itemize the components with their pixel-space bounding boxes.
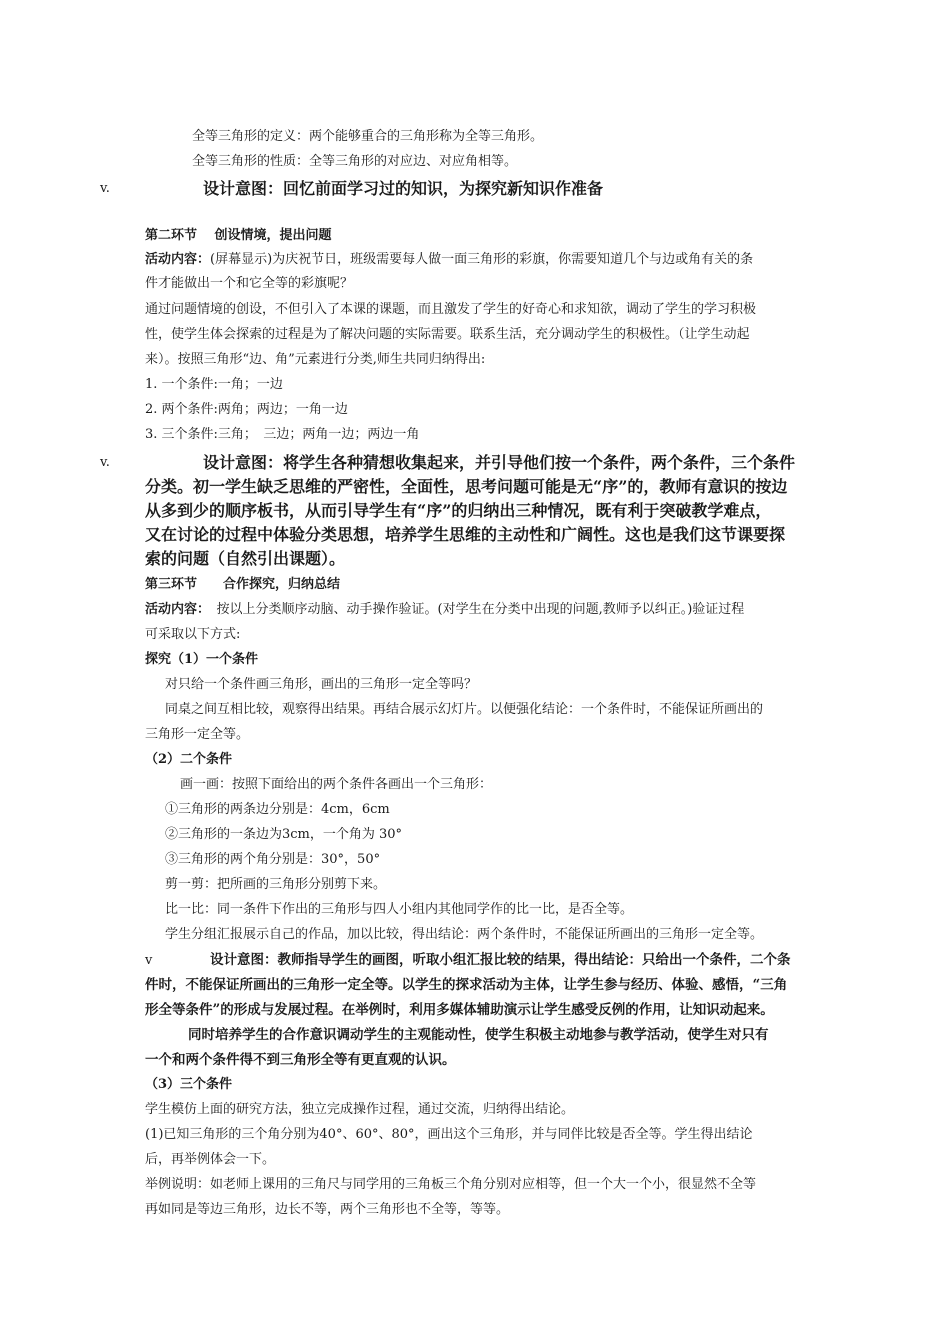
explore-3-text: (1)已知三角形的三个角分别为40°、60°、80°，画出这个三角形，并与同伴比较是否全等。学生得出结论 <box>145 1127 753 1142</box>
explore-3-intro: 学生模仿上面的研究方法，独立完成操作过程，通过交流，归纳得出结论。 <box>145 1102 575 1117</box>
design-intent-3-line: 设计意图：教师指导学生的画图，听取小组汇报比较的结果，得出结论：只给出一个条件，二个条 <box>210 952 791 968</box>
design-intent-3-line: 同时培养学生的合作意识调动学生的主观能动性，使学生积极主动地参与教学活动，使学生对只有 <box>188 1027 769 1043</box>
explore-2-report: 学生分组汇报展示自己的作品，加以比较，得出结论：两个条件时，不能保证所画出的三角形一定全等。 <box>165 927 764 942</box>
design-intent-2-line: 索的问题（自然引出课题）。 <box>145 549 346 568</box>
activity-text: 按以上分类顺序动脑、动手操作验证。(对学生在分类中出现的问题,教师予以纠正。)验证过程 <box>203 602 745 617</box>
design-intent-3-line: 一个和两个条件得不到三角形全等有更直观的认识。 <box>145 1052 456 1068</box>
explore-1-title: 探究（1）一个条件 <box>145 652 259 667</box>
activity-text: (屏幕显示)为庆祝节日，班级需要每人做一面三角形的彩旗，你需要知道几个与边或角有关的条 <box>210 252 754 267</box>
property-line: 全等三角形的性质：全等三角形的对应边、对应角相等。 <box>192 154 518 169</box>
explore-1-question: 对只给一个条件画三角形，画出的三角形一定全等吗？ <box>165 677 478 692</box>
explore-2-cut: 剪一剪：把所画的三角形分别剪下来。 <box>165 877 387 892</box>
design-intent-3-line: 件时，不能保证所画出的三角形一定全等。以学生的探求活动为主体，让学生参与经历、体验、感悟，“三角 <box>145 977 788 993</box>
explore-3-title: （3）三个条件 <box>145 1077 233 1092</box>
activity-content-line-2: 件才能做出一个和它全等的彩旗呢？ <box>145 276 354 291</box>
explore-1-text: 同桌之间互相比较，观察得出结果。再结合展示幻灯片。以便强化结论：一个条件时，不能保证所画出的 <box>165 702 764 717</box>
activity-content-line-2: 可采取以下方式: <box>145 627 241 642</box>
explore-2-item: ①三角形的两条边分别是：4cm，6cm <box>165 802 390 817</box>
design-intent-2-line: 设计意图：将学生各种猜想收集起来，并引导他们按一个条件，两个条件，三个条件 <box>203 453 796 472</box>
list-item: 3. 三个条件:三角； 三边；两角一边；两边一角 <box>145 427 420 442</box>
paragraph-line: 性，使学生体会探索的过程是为了解决问题的实际需要。联系生活，充分调动学生的积极性。（让学生动起 <box>145 327 750 342</box>
explore-2-item: ②三角形的一条边为3cm，一个角为 30° <box>165 827 403 842</box>
explore-2-compare: 比一比：同一条件下作出的三角形与四人小组内其他同学作的比一比，是否全等。 <box>165 902 634 917</box>
bullet-marker: v. <box>100 181 110 196</box>
design-intent-2-line: 从多到少的顺序板书，从而引导学生有“序”的归纳出三种情况，既有利于突破教学难点， <box>145 501 772 520</box>
design-intent-1: 设计意图：回忆前面学习过的知识，为探究新知识作准备 <box>203 179 604 198</box>
paragraph-line: 来）。按照三角形“边、角”元素进行分类,师生共同归纳得出: <box>145 352 486 367</box>
explore-3-text: 后，再举例体会一下。 <box>145 1152 276 1167</box>
definition-line: 全等三角形的定义：两个能够重合的三角形称为全等三角形。 <box>192 129 544 144</box>
activity-label: 活动内容： <box>145 602 204 617</box>
explore-2-title: （2）二个条件 <box>145 752 233 767</box>
activity-label: 活动内容： <box>145 252 211 267</box>
design-intent-2-line: 分类。初一学生缺乏思维的严密性，全面性，思考问题可能是无“序”的，教师有意识的按边 <box>145 477 788 496</box>
design-intent-3-line: 形全等条件”的形成与发展过程。在举例时，利用多媒体辅助演示让学生感受反例的作用，让知识动起来。 <box>145 1002 774 1018</box>
design-intent-2-line: 又在讨论的过程中体验分类思想，培养学生思维的主动性和广阔性。这也是我们这节课要探 <box>145 525 786 544</box>
activity-content-line-1 <box>145 250 753 270</box>
explore-1-text: 三角形一定全等。 <box>145 727 250 742</box>
list-item: 1. 一个条件:一角；一边 <box>145 377 283 392</box>
example-text: 再如同是等边三角形，边长不等，两个三角形也不全等，等等。 <box>145 1202 510 1217</box>
explore-2-item: ③三角形的两个角分别是：30°，50° <box>165 852 381 867</box>
example-text: 举例说明：如老师上课用的三角尺与同学用的三角板三个角分别对应相等，但一个大一个小，很显然不全等 <box>145 1177 757 1192</box>
section-3-heading: 第三环节 合作探究，归纳总结 <box>145 577 341 592</box>
list-item: 2. 两个条件:两角；两边；一角一边 <box>145 402 348 417</box>
activity-content-line-1 <box>145 600 744 620</box>
bullet-marker: v. <box>100 455 110 470</box>
paragraph-line: 通过问题情境的创设，不但引入了本课的课题，而且激发了学生的好奇心和求知欲，调动了学生的学习积极 <box>145 302 757 317</box>
bullet-marker: v <box>145 953 153 968</box>
section-2-heading: 第二环节 创设情境，提出问题 <box>145 228 332 243</box>
explore-2-draw: 画一画：按照下面给出的两个条件各画出一个三角形： <box>180 777 493 792</box>
